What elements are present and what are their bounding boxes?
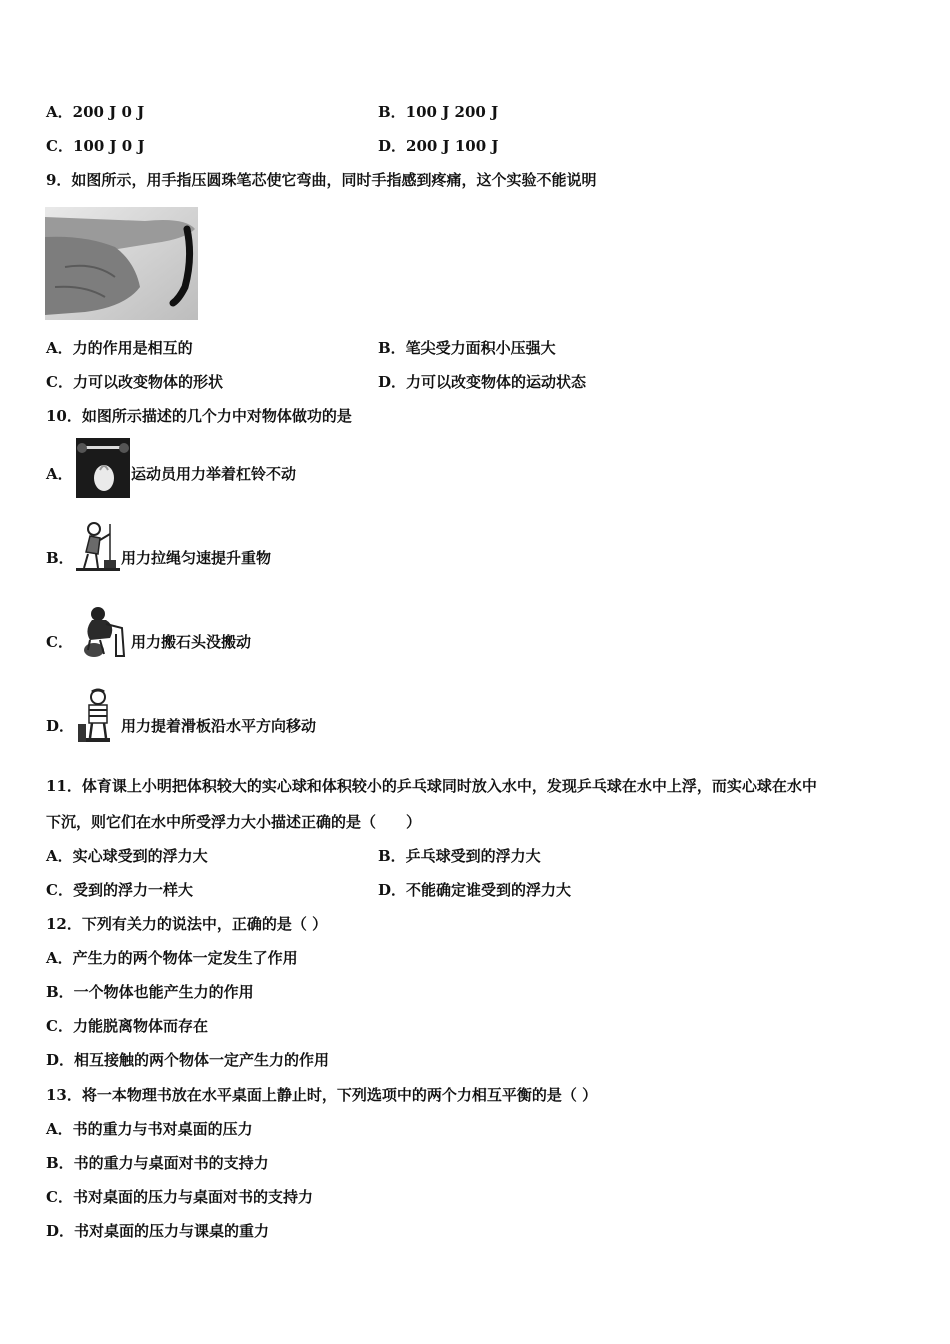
q12-option-c: C．力能脱离物体而存在 xyxy=(46,1017,208,1035)
q11-option-d: D．不能确定谁受到的浮力大 xyxy=(378,881,572,899)
weightlifter-image xyxy=(76,438,130,498)
q10-option-b-text: 用力拉绳匀速提升重物 xyxy=(121,549,272,567)
q11-option-a: A．实心球受到的浮力大 xyxy=(46,847,208,865)
q8-option-a: A．200 J 0 J xyxy=(46,103,145,121)
q10-option-c-letter: C． xyxy=(46,633,73,651)
q12-option-a: A．产生力的两个物体一定发生了作用 xyxy=(46,949,298,967)
q8-option-d: D．200 J 100 J xyxy=(378,137,499,155)
q13-option-c: C．书对桌面的压力与桌面对书的支持力 xyxy=(46,1188,313,1206)
q11-option-b: B．乒乓球受到的浮力大 xyxy=(378,847,541,865)
rope-pulling-image xyxy=(76,520,120,574)
q13-option-d: D．书对桌面的压力与课桌的重力 xyxy=(46,1222,270,1240)
q9-stem: 9．如图所示，用手指压圆珠笔芯使它弯曲，同时手指感到疼痛，这个实验不能说明 xyxy=(46,171,597,189)
q10-option-a-text: 运动员用力举着杠铃不动 xyxy=(131,465,297,483)
q9-option-b: B．笔尖受力面积小压强大 xyxy=(378,339,556,357)
q9-option-d: D．力可以改变物体的运动状态 xyxy=(378,373,587,391)
q11-option-c: C．受到的浮力一样大 xyxy=(46,881,193,899)
finger-pressing-pen-image xyxy=(45,207,198,320)
q13-option-a: A．书的重力与书对桌面的压力 xyxy=(46,1120,253,1138)
q11-stem-line1: 11．体育课上小明把体积较大的实心球和体积较小的乒乓球同时放入水中，发现乒乓球在水中上浮，而实心球在水中 xyxy=(46,777,817,795)
q8-option-b: B．100 J 200 J xyxy=(378,103,499,121)
q13-stem: 13．将一本物理书放在水平桌面上静止时，下列选项中的两个力相互平衡的是（ ） xyxy=(46,1086,598,1104)
q9-option-c: C．力可以改变物体的形状 xyxy=(46,373,223,391)
q9-option-a: A．力的作用是相互的 xyxy=(46,339,193,357)
stone-lifting-image xyxy=(76,604,130,660)
q10-stem: 10．如图所示描述的几个力中对物体做功的是 xyxy=(46,407,352,425)
q8-option-c: C．100 J 0 J xyxy=(46,137,145,155)
q11-stem-line2: 下沉，则它们在水中所受浮力大小描述正确的是（ ） xyxy=(46,813,422,831)
q10-option-a-letter: A． xyxy=(46,465,73,483)
q10-option-c-text: 用力搬石头没搬动 xyxy=(131,633,252,651)
q12-stem: 12．下列有关力的说法中，正确的是（ ） xyxy=(46,915,328,933)
q12-option-b: B．一个物体也能产生力的作用 xyxy=(46,983,254,1001)
q13-option-b: B．书的重力与桌面对书的支持力 xyxy=(46,1154,269,1172)
q10-option-d-text: 用力提着滑板沿水平方向移动 xyxy=(121,717,317,735)
q10-option-d-letter: D． xyxy=(46,717,75,735)
q12-option-d: D．相互接触的两个物体一定产生力的作用 xyxy=(46,1051,330,1069)
skateboard-carrying-image xyxy=(76,688,120,746)
q10-option-b-letter: B． xyxy=(46,549,74,567)
